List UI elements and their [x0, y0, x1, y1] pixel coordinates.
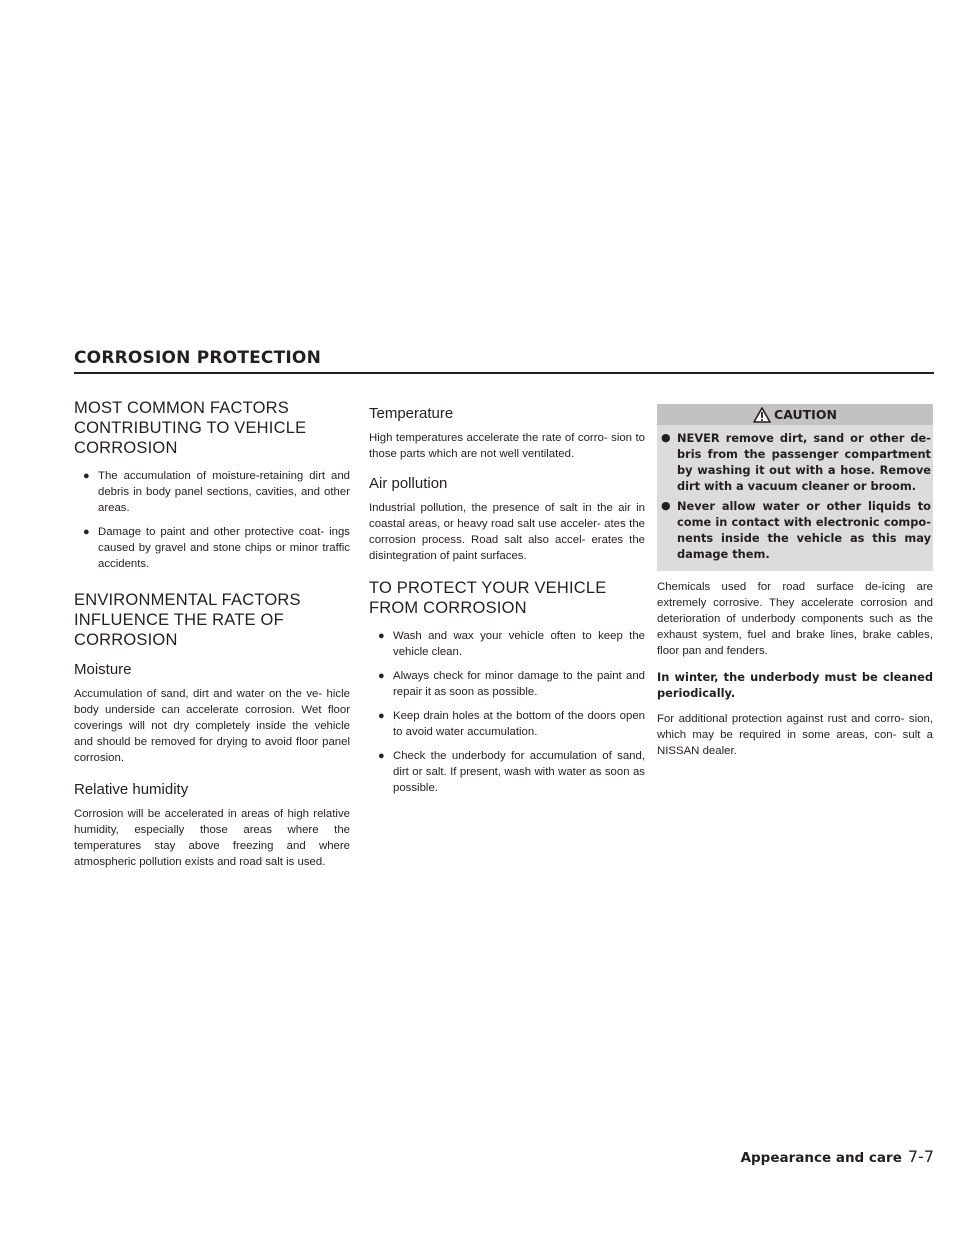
column-1 — [74, 398, 350, 880]
caution-label: CAUTION — [774, 407, 837, 422]
section-title: CORROSION PROTECTION — [74, 348, 322, 368]
heading-environmental-factors: ENVIRONMENTAL FACTORS INFLUENCE THE RATE OF CORROSION — [74, 591, 301, 649]
page-number: 7-7 — [907, 1147, 934, 1166]
heading-air-pollution: Air pollution — [369, 475, 448, 492]
protect-list — [369, 628, 645, 796]
caution-header — [657, 404, 933, 425]
paragraph-moisture: Accumulation of sand, dirt and water on the ve- hicle body underside can accelerate corrosion. Wet floor coverings will not dry completely inside the vehicle and should be removed for drying to avoid floor panel corrosion. — [74, 688, 350, 764]
page-footer — [741, 1147, 934, 1166]
paragraph-additional-protection: For additional protection against rust and corro- sion, which may be required in some areas, con- sult a NISSAN dealer. — [657, 713, 933, 757]
chapter-title: Appearance and care — [740, 1150, 902, 1166]
caution-box — [657, 404, 933, 571]
bullet-icon: ● — [378, 710, 385, 722]
list-item: ● Damage to paint and other protective coat- ings caused by gravel and stone chips or minor traffic accidents. — [83, 526, 350, 570]
list-item: ● The accumulation of moisture-retaining dirt and debris in body panel sections, cavities, and other areas. — [83, 470, 350, 514]
warning-icon — [753, 407, 771, 423]
list-item: ● Wash and wax your vehicle often to keep the vehicle clean. — [378, 630, 645, 658]
column-3 — [657, 404, 933, 769]
bullet-icon: ● — [83, 470, 90, 482]
bullet-icon: ● — [378, 750, 385, 762]
heading-common-factors: MOST COMMON FACTORS CONTRIBUTING TO VEHICLE CORROSION — [74, 399, 307, 457]
caution-list — [657, 430, 933, 562]
bullet-icon: ● — [661, 431, 671, 444]
common-factors-list — [74, 468, 350, 572]
column-2 — [369, 404, 645, 806]
list-item: ● Always check for minor damage to the paint and repair it as soon as possible. — [378, 670, 645, 698]
list-item: ● Check the underbody for accumulation of sand, dirt or salt. If present, wash with water as soon as possible. — [378, 750, 645, 794]
bullet-icon: ● — [661, 499, 671, 512]
bullet-icon: ● — [378, 630, 385, 642]
paragraph-air-pollution: Industrial pollution, the presence of salt in the air in coastal areas, or heavy road salt use acceler- ates the corrosion process. Road salt also accel- erates the disintegration of paint surfaces. — [369, 502, 645, 562]
bullet-icon: ● — [378, 670, 385, 682]
heading-relative-humidity: Relative humidity — [74, 781, 189, 798]
bullet-icon: ● — [83, 526, 90, 538]
list-item: ● Never allow water or other liquids to come in contact with electronic compo- nents inside the vehicle as this may damage them. — [661, 499, 931, 561]
heading-protect-vehicle: TO PROTECT YOUR VEHICLE FROM CORROSION — [369, 579, 607, 617]
paragraph-temperature: High temperatures accelerate the rate of corro- sion to those parts which are not well ventilated. — [369, 432, 645, 460]
paragraph-chemicals: Chemicals used for road surface de-icing are extremely corrosive. They accelerate corrosion and deterioration of underbody components such as the exhaust system, fuel and brake lines, brake cables, floor pan and fenders. — [657, 581, 933, 657]
paragraph-winter: In winter, the underbody must be cleaned periodically. — [657, 670, 933, 700]
heading-temperature: Temperature — [369, 405, 454, 422]
list-item: ● NEVER remove dirt, sand or other de- bris from the passenger compartment by washing it out with a hose. Remove dirt with a vacuum cleaner or broom. — [661, 431, 931, 493]
list-item: ● Keep drain holes at the bottom of the doors open to avoid water accumulation. — [378, 710, 645, 738]
title-rule — [74, 372, 934, 374]
heading-moisture: Moisture — [74, 661, 132, 678]
paragraph-relative-humidity: Corrosion will be accelerated in areas of high relative humidity, especially those areas where the temperatures stay above freezing and where atmospheric pollution exists and road salt is used. — [74, 808, 350, 868]
